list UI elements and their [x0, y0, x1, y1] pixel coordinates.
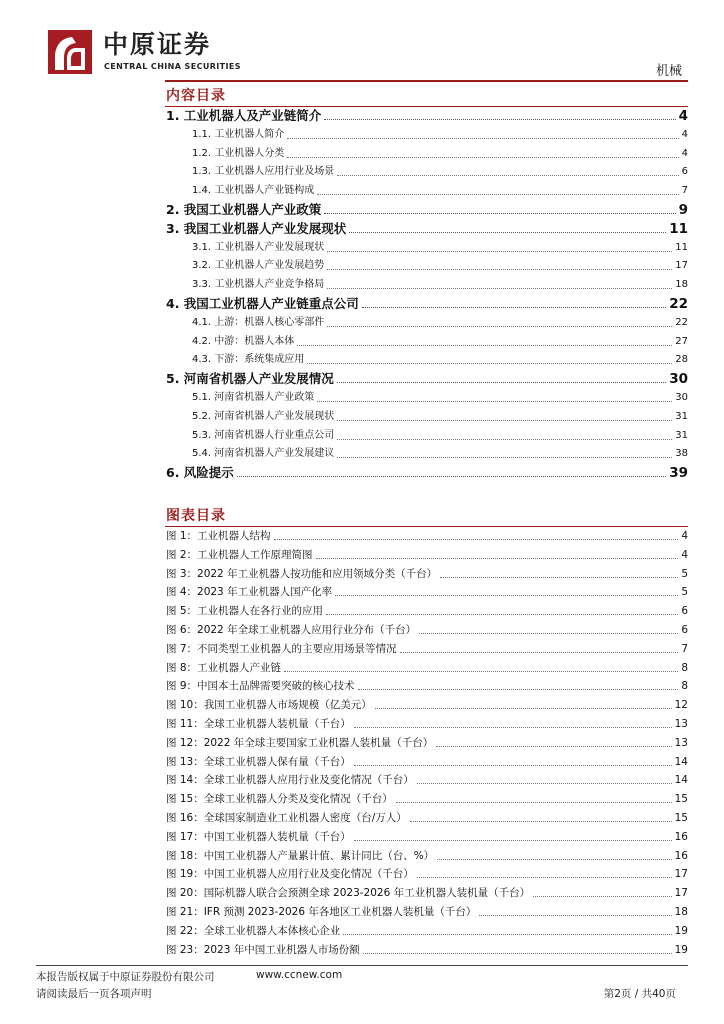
- report-section-label: 机械: [655, 64, 682, 79]
- figures-title: 图表目录: [166, 508, 226, 524]
- dot-leader: [327, 288, 672, 289]
- entry-label: 图 13：全球工业机器人保有量（千台）: [166, 755, 351, 768]
- dot-leader: [335, 595, 678, 596]
- entry-page-number: 8: [681, 661, 688, 674]
- dot-leader: [337, 175, 678, 176]
- entry-label: 1. 工业机器人及产业链简介: [166, 108, 322, 123]
- dot-leader: [417, 783, 672, 784]
- entry-page-number: 15: [674, 793, 688, 806]
- entry-label: 图 19：中国工业机器人应用行业及变化情况（千台）: [166, 868, 414, 881]
- figure-entry[interactable]: [166, 658, 688, 676]
- toc-section-entry[interactable]: [166, 125, 688, 143]
- dot-leader: [436, 746, 671, 747]
- figure-entry[interactable]: [166, 620, 688, 638]
- figure-entry[interactable]: [166, 883, 688, 901]
- toc-section-entry[interactable]: [166, 162, 688, 180]
- figure-entry[interactable]: [166, 733, 688, 751]
- entry-label: 图 17：中国工业机器人装机量（千台）: [166, 830, 351, 843]
- figure-entry[interactable]: [166, 526, 688, 544]
- dot-leader: [375, 708, 672, 709]
- dot-leader: [437, 859, 671, 860]
- entry-label: 图 22：全球工业机器人本体核心企业: [166, 924, 341, 937]
- brand-name-chinese: 中原证券: [103, 30, 212, 59]
- entry-label: 1.1. 工业机器人简介: [192, 128, 285, 140]
- entry-page-number: 11: [669, 220, 688, 237]
- entry-page-number: 16: [674, 830, 688, 843]
- entry-label: 图 11：全球工业机器人装机量（千台）: [166, 718, 351, 730]
- dot-leader: [363, 953, 672, 954]
- figure-entry[interactable]: [166, 545, 688, 563]
- dot-leader: [237, 476, 666, 477]
- entry-label: 图 15：全球工业机器人分类及变化情况（千台）: [166, 793, 393, 806]
- entry-page-number: 6: [681, 605, 688, 618]
- entry-label: 图 8：工业机器人产业链: [166, 661, 282, 674]
- entry-label: 6. 风险提示: [166, 465, 234, 481]
- entry-label: 图 18：中国工业机器人产量累计值、累计同比（台、%）: [166, 849, 435, 862]
- entry-label: 图 7：不同类型工业机器人的主要应用场景等情况: [166, 642, 397, 655]
- dot-leader: [400, 652, 679, 653]
- entry-page-number: 31: [675, 410, 688, 422]
- footer-divider: [36, 965, 688, 966]
- entry-page-number: 6: [681, 624, 688, 636]
- footer-page-info: 第2页 / 共40页: [603, 988, 676, 1000]
- dot-leader: [358, 689, 679, 690]
- figure-entry[interactable]: [166, 921, 688, 939]
- figure-entry[interactable]: [166, 940, 688, 958]
- figure-entry[interactable]: [166, 808, 688, 826]
- dot-leader: [317, 401, 672, 402]
- entry-page-number: 39: [669, 465, 688, 482]
- entry-page-number: 31: [675, 429, 688, 441]
- entry-page-number: 5: [681, 586, 688, 599]
- entry-page-number: 15: [674, 812, 688, 824]
- entry-page-number: 14: [674, 755, 688, 768]
- entry-label: 图 1：工业机器人结构: [166, 530, 271, 542]
- toc-section-entry[interactable]: [166, 256, 688, 274]
- contents-title: 内容目录: [166, 88, 226, 104]
- entry-label: 图 21：IFR 预测 2023-2026 年各地区工业机器人装机量（千台）: [166, 906, 477, 918]
- entry-page-number: 12: [674, 699, 688, 712]
- dot-leader: [287, 138, 678, 139]
- footer-website-link[interactable]: www.ccnew.com: [256, 969, 343, 981]
- dot-leader: [354, 727, 672, 728]
- dot-leader: [287, 157, 678, 158]
- dot-leader: [337, 420, 672, 421]
- toc-chapter-entry[interactable]: [166, 200, 688, 218]
- toc-section-entry[interactable]: [166, 426, 688, 444]
- entry-page-number: 19: [674, 943, 688, 956]
- toc-chapter-entry[interactable]: [166, 106, 688, 124]
- toc-section-entry[interactable]: [166, 313, 688, 331]
- dot-leader: [324, 119, 675, 120]
- dot-leader: [337, 457, 672, 458]
- entry-label: 4.3. 下游：系统集成应用: [192, 354, 305, 366]
- entry-page-number: 4: [681, 128, 688, 140]
- dot-leader: [354, 840, 672, 841]
- entry-page-number: 17: [674, 868, 688, 881]
- entry-label: 图 5：工业机器人在各行业的应用: [166, 605, 324, 618]
- entry-page-number: 22: [675, 316, 688, 328]
- entry-page-number: 4: [681, 147, 688, 159]
- dot-leader: [440, 577, 678, 578]
- toc-section-entry[interactable]: [166, 444, 688, 462]
- dot-leader: [326, 614, 678, 615]
- entry-page-number: 7: [681, 642, 688, 655]
- dot-leader: [362, 307, 666, 308]
- entry-label: 5.4. 河南省机器人产业发展建议: [192, 448, 335, 460]
- entry-label: 图 20：国际机器人联合会预测全球 2023-2026 年工业机器人装机量（千台）: [166, 887, 531, 900]
- toc-section-entry[interactable]: [166, 388, 688, 406]
- toc-chapter-entry[interactable]: [166, 369, 688, 387]
- entry-page-number: 9: [678, 202, 688, 218]
- entry-page-number: 16: [674, 849, 688, 862]
- entry-label: 图 3：2022 年工业机器人按功能和应用领域分类（千台）: [166, 567, 438, 580]
- figure-entry[interactable]: [166, 846, 688, 864]
- entry-page-number: 4: [678, 108, 688, 124]
- brand-name-english: CENTRAL CHINA SECURITIES: [104, 62, 241, 71]
- dot-leader: [324, 213, 675, 214]
- dot-leader: [327, 269, 672, 270]
- figure-entry[interactable]: [166, 564, 688, 582]
- entry-label: 1.3. 工业机器人应用行业及场景: [192, 166, 335, 178]
- entry-page-number: 4: [681, 530, 688, 542]
- dot-leader: [349, 232, 666, 233]
- dot-leader: [297, 345, 672, 346]
- toc-section-entry[interactable]: [166, 275, 688, 293]
- dot-leader: [417, 877, 672, 878]
- entry-page-number: 14: [674, 774, 688, 787]
- entry-page-number: 13: [674, 718, 688, 730]
- figure-entry[interactable]: [166, 601, 688, 619]
- entry-label: 3.1. 工业机器人产业发展现状: [192, 241, 325, 253]
- entry-page-number: 17: [675, 260, 688, 272]
- entry-page-number: 13: [674, 736, 688, 749]
- entry-page-number: 30: [675, 392, 688, 403]
- entry-page-number: 17: [674, 887, 688, 900]
- entry-label: 图 16：全球国家制造业工业机器人密度（台/万人）: [166, 812, 407, 824]
- entry-page-number: 8: [681, 680, 688, 693]
- dot-leader: [317, 194, 678, 195]
- figure-entry[interactable]: [166, 582, 688, 600]
- dot-leader: [327, 326, 672, 327]
- entry-page-number: 5: [681, 567, 688, 580]
- entry-page-number: 18: [675, 279, 688, 291]
- dot-leader: [354, 765, 672, 766]
- entry-page-number: 11: [675, 241, 688, 253]
- figure-entry[interactable]: [166, 770, 688, 788]
- toc-section-entry[interactable]: [166, 181, 688, 199]
- dot-leader: [284, 671, 678, 672]
- company-logo-icon: [48, 30, 92, 74]
- dot-leader: [337, 382, 666, 383]
- entry-label: 图 14：全球工业机器人应用行业及变化情况（千台）: [166, 774, 414, 787]
- entry-label: 图 23：2023 年中国工业机器人市场份额: [166, 943, 360, 956]
- entry-label: 3. 我国工业机器人产业发展现状: [166, 220, 347, 236]
- figure-entry[interactable]: [166, 639, 688, 657]
- entry-label: 5.3. 河南省机器人行业重点公司: [192, 429, 335, 441]
- entry-page-number: 4: [681, 548, 688, 561]
- entry-page-number: 27: [675, 335, 688, 347]
- figure-entry[interactable]: [166, 827, 688, 845]
- dot-leader: [410, 821, 672, 822]
- entry-label: 图 6：2022 年全球工业机器人应用行业分布（千台）: [166, 624, 417, 636]
- entry-page-number: 19: [674, 924, 688, 937]
- dot-leader: [307, 363, 672, 364]
- entry-page-number: 38: [675, 448, 688, 460]
- dot-leader: [343, 934, 671, 935]
- header-divider: [165, 80, 688, 82]
- entry-label: 5.2. 河南省机器人产业发展现状: [192, 410, 335, 422]
- toc-section-entry[interactable]: [166, 407, 688, 425]
- entry-label: 1.4. 工业机器人产业链构成: [192, 185, 315, 197]
- figure-entry[interactable]: [166, 714, 688, 732]
- footer-disclaimer: 请阅读最后一页各项声明: [36, 988, 152, 1000]
- entry-label: 3.3. 工业机器人产业竞争格局: [192, 279, 325, 291]
- toc-chapter-entry[interactable]: [166, 219, 688, 237]
- dot-leader: [316, 558, 679, 559]
- entry-page-number: 7: [681, 185, 688, 197]
- entry-page-number: 28: [675, 354, 688, 366]
- entry-label: 2. 我国工业机器人产业政策: [166, 202, 322, 217]
- figure-entry[interactable]: [166, 676, 688, 694]
- entry-label: 5. 河南省机器人产业发展情况: [166, 371, 334, 387]
- footer-copyright: 本报告版权属于中原证券股份有限公司: [36, 971, 215, 983]
- figure-entry[interactable]: [166, 789, 688, 807]
- entry-label: 4. 我国工业机器人产业链重点公司: [166, 296, 359, 311]
- entry-page-number: 18: [674, 906, 688, 918]
- dot-leader: [419, 633, 678, 634]
- figure-entry[interactable]: [166, 695, 688, 713]
- toc-chapter-entry[interactable]: [166, 463, 688, 481]
- toc-section-entry[interactable]: [166, 332, 688, 350]
- figure-entry[interactable]: [166, 752, 688, 770]
- entry-label: 图 2：工业机器人工作原理简图: [166, 548, 313, 561]
- entry-page-number: 30: [669, 371, 688, 388]
- entry-page-number: 6: [681, 166, 688, 178]
- entry-label: 3.2. 工业机器人产业发展趋势: [192, 260, 325, 272]
- entry-label: 图 12：2022 年全球主要国家工业机器人装机量（千台）: [166, 736, 434, 749]
- dot-leader: [274, 539, 679, 540]
- entry-label: 图 10：我国工业机器人市场规模（亿美元）: [166, 699, 372, 712]
- toc-chapter-entry[interactable]: [166, 294, 688, 312]
- entry-label: 图 9：中国本土品牌需要突破的核心技术: [166, 680, 355, 693]
- dot-leader: [479, 915, 671, 916]
- toc-section-entry[interactable]: [166, 144, 688, 162]
- toc-section-entry[interactable]: [166, 350, 688, 368]
- dot-leader: [396, 802, 672, 803]
- toc-section-entry[interactable]: [166, 238, 688, 256]
- entry-label: 4.1. 上游：机器人核心零部件: [192, 316, 325, 328]
- entry-label: 图 4：2023 年工业机器人国产化率: [166, 586, 333, 599]
- figure-entry[interactable]: [166, 864, 688, 882]
- figure-entry[interactable]: [166, 902, 688, 920]
- entry-label: 4.2. 中游：机器人本体: [192, 335, 295, 347]
- entry-label: 1.2. 工业机器人分类: [192, 147, 285, 159]
- entry-page-number: 22: [669, 296, 688, 312]
- dot-leader: [337, 439, 672, 440]
- dot-leader: [327, 251, 672, 252]
- dot-leader: [533, 896, 672, 897]
- entry-label: 5.1. 河南省机器人产业政策: [192, 392, 315, 403]
